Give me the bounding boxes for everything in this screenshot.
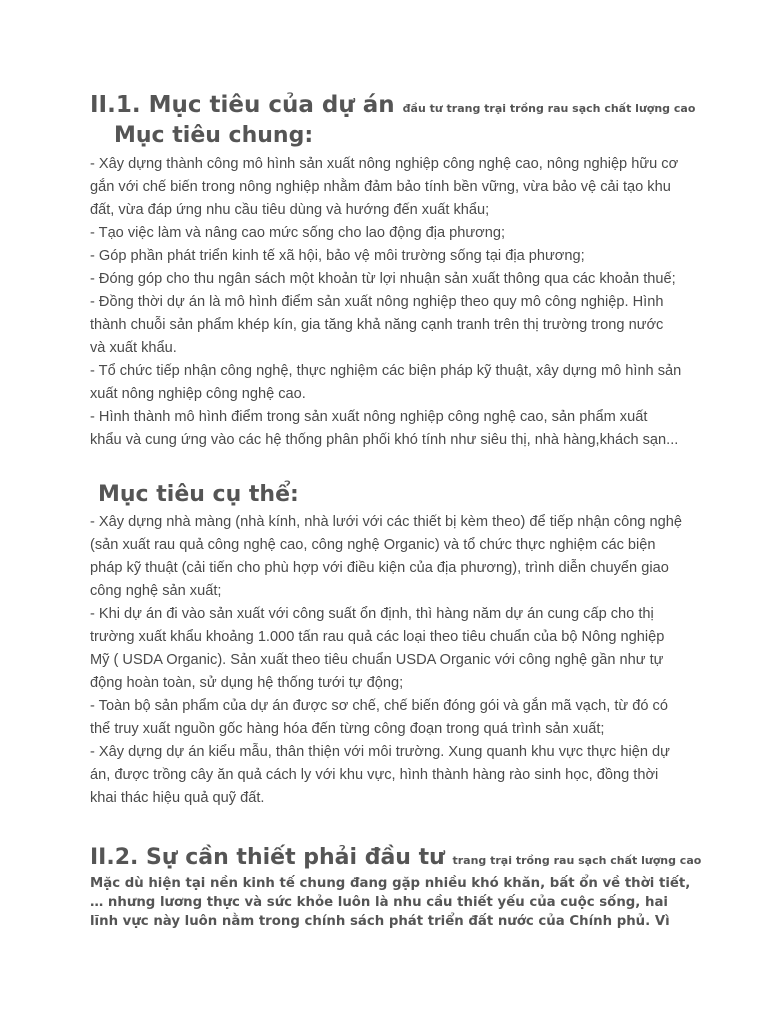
text-line: - Tổ chức tiếp nhận công nghệ, thực nghiệm các biện pháp kỹ thuật, xây dựng mô hình sản bbox=[90, 363, 682, 379]
text-line: - Xây dựng dự án kiểu mẫu, thân thiện với môi trường. Xung quanh khu vực thực hiện dự bbox=[90, 744, 670, 760]
text-line: động hoàn toàn, sử dụng hệ thống tưới tự động; bbox=[90, 675, 404, 691]
text-line: - Xây dựng nhà màng (nhà kính, nhà lưới với các thiết bị kèm theo) để tiếp nhận công nghệ bbox=[90, 514, 682, 530]
text-line: thành chuỗi sản phẩm khép kín, gia tăng khả năng cạnh tranh trên thị trường trong nước bbox=[90, 317, 664, 333]
text-line: đất, vừa đáp ứng nhu cầu tiêu dùng và hướng đến xuất khẩu; bbox=[90, 202, 490, 218]
section-2-body bbox=[90, 874, 690, 931]
text-line: - Khi dự án đi vào sản xuất với công suất ổn định, thì hàng năm dự án cung cấp cho thị bbox=[90, 606, 654, 622]
text-line: - Góp phần phát triển kinh tế xã hội, bảo vệ môi trường sống tại địa phương; bbox=[90, 248, 585, 264]
section-1-title-suffix: đầu tư trang trại trồng rau sạch chất lượng cao bbox=[402, 102, 696, 115]
text-line: - Đồng thời dự án là mô hình điểm sản xuất nông nghiệp theo quy mô công nghiệp. Hình bbox=[90, 294, 664, 310]
text-line: lĩnh vực này luôn nằm trong chính sách phát triển đất nước của Chính phủ. Vì bbox=[90, 914, 670, 929]
text-line: Mặc dù hiện tại nền kinh tế chung đang gặp nhiều khó khăn, bất ổn về thời tiết, bbox=[90, 876, 691, 891]
text-line: thể truy xuất nguồn gốc hàng hóa đến từng công đoạn trong quá trình sản xuất; bbox=[90, 721, 605, 737]
text-line: trường xuất khẩu khoảng 1.000 tấn rau quả các loại theo tiêu chuẩn của bộ Nông nghiệp bbox=[90, 629, 665, 645]
text-line: … nhưng lương thực và sức khỏe luôn là nhu cầu thiết yếu của cuộc sống, hai bbox=[90, 895, 668, 910]
text-line: công nghệ sản xuất; bbox=[90, 583, 222, 599]
section-2-heading bbox=[90, 845, 701, 870]
section-1-heading bbox=[90, 92, 695, 118]
text-line: - Hình thành mô hình điểm trong sản xuất nông nghiệp công nghệ cao, sản phẩm xuất bbox=[90, 409, 648, 425]
text-line: và xuất khẩu. bbox=[90, 340, 177, 356]
text-line: Mỹ ( USDA Organic). Sản xuất theo tiêu chuẩn USDA Organic với công nghệ gần như tự bbox=[90, 652, 664, 668]
section-1-title: II.1. Mục tiêu của dự án bbox=[90, 92, 395, 118]
section-2-title-suffix: trang trại trồng rau sạch chất lượng cao bbox=[452, 854, 702, 867]
text-line: - Tạo việc làm và nâng cao mức sống cho lao động địa phương; bbox=[90, 225, 506, 241]
specific-goals-body bbox=[90, 511, 690, 810]
text-line: gắn với chế biến trong nông nghiệp nhằm đảm bảo tính bền vững, vừa bảo vệ cải tạo khu bbox=[90, 179, 671, 195]
general-goals-heading: Mục tiêu chung: bbox=[114, 123, 314, 148]
specific-goals-heading: Mục tiêu cụ thể: bbox=[98, 482, 299, 507]
text-line: (sản xuất rau quả công nghệ cao, công nghệ Organic) và tổ chức thực nghiệm các biện bbox=[90, 537, 656, 553]
text-line: pháp kỹ thuật (cải tiến cho phù hợp với điều kiện của địa phương), trình diễn chuyển giao bbox=[90, 560, 669, 576]
text-line: - Xây dựng thành công mô hình sản xuất nông nghiệp công nghệ cao, nông nghiệp hữu cơ bbox=[90, 156, 679, 172]
text-line: khẩu và cung ứng vào các hệ thống phân phối khó tính như siêu thị, nhà hàng,khách sạn... bbox=[90, 432, 679, 448]
text-line: - Đóng góp cho thu ngân sách một khoản từ lợi nhuận sản xuất thông qua các khoản thuế; bbox=[90, 271, 676, 287]
text-line: - Toàn bộ sản phẩm của dự án được sơ chế, chế biến đóng gói và gắn mã vạch, từ đó có bbox=[90, 698, 668, 714]
section-2-title: II.2. Sự cần thiết phải đầu tư bbox=[90, 845, 445, 870]
text-line: khai thác hiệu quả quỹ đất. bbox=[90, 790, 265, 806]
general-goals-body bbox=[90, 153, 690, 452]
text-line: án, được trồng cây ăn quả cách ly với khu vực, hình thành hàng rào sinh học, đồng thời bbox=[90, 767, 659, 783]
text-line: xuất nông nghiệp công nghệ cao. bbox=[90, 386, 306, 402]
